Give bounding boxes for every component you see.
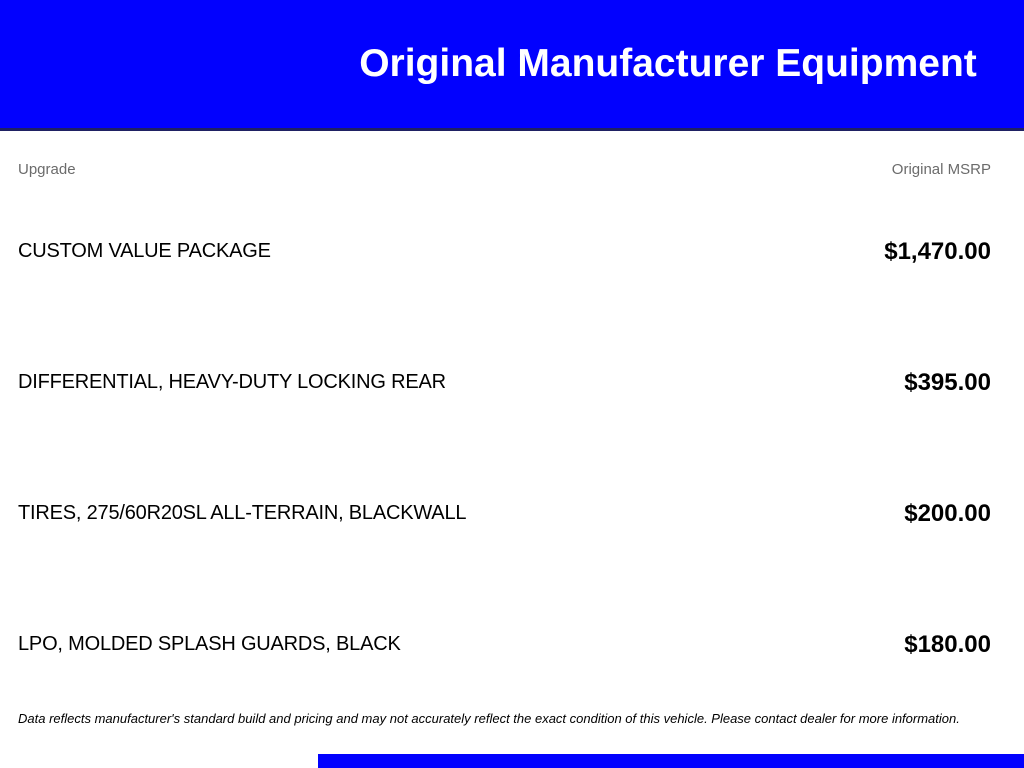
table-row [18,448,991,579]
equipment-list [0,161,1024,726]
upgrade-name: TIRES, 275/60R20SL ALL-TERRAIN, BLACKWALL [18,502,467,524]
upgrade-msrp: $200.00 [904,499,991,527]
upgrade-name: CUSTOM VALUE PACKAGE [18,240,271,262]
upgrade-name: LPO, MOLDED SPLASH GUARDS, BLACK [18,633,401,655]
table-row [18,186,991,317]
page-title: Original Manufacturer Equipment [359,42,977,85]
disclaimer-text: Data reflects manufacturer's standard build and pricing and may not accurately reflect the exact condition of this vehicle. Please contact dealer for more information. [18,711,960,726]
upgrade-msrp: $1,470.00 [884,237,991,265]
column-label-original-msrp: Original MSRP [891,161,991,178]
column-label-upgrade: Upgrade [18,161,76,178]
upgrade-msrp: $180.00 [904,630,991,658]
table-row [18,579,991,710]
upgrade-msrp: $395.00 [904,368,991,396]
upgrade-name: DIFFERENTIAL, HEAVY-DUTY LOCKING REAR [18,371,446,393]
footer-bar [318,754,1024,768]
page-header-banner [0,0,1024,131]
column-header-row [18,161,991,178]
table-row [18,317,991,448]
equipment-rows [18,186,991,710]
